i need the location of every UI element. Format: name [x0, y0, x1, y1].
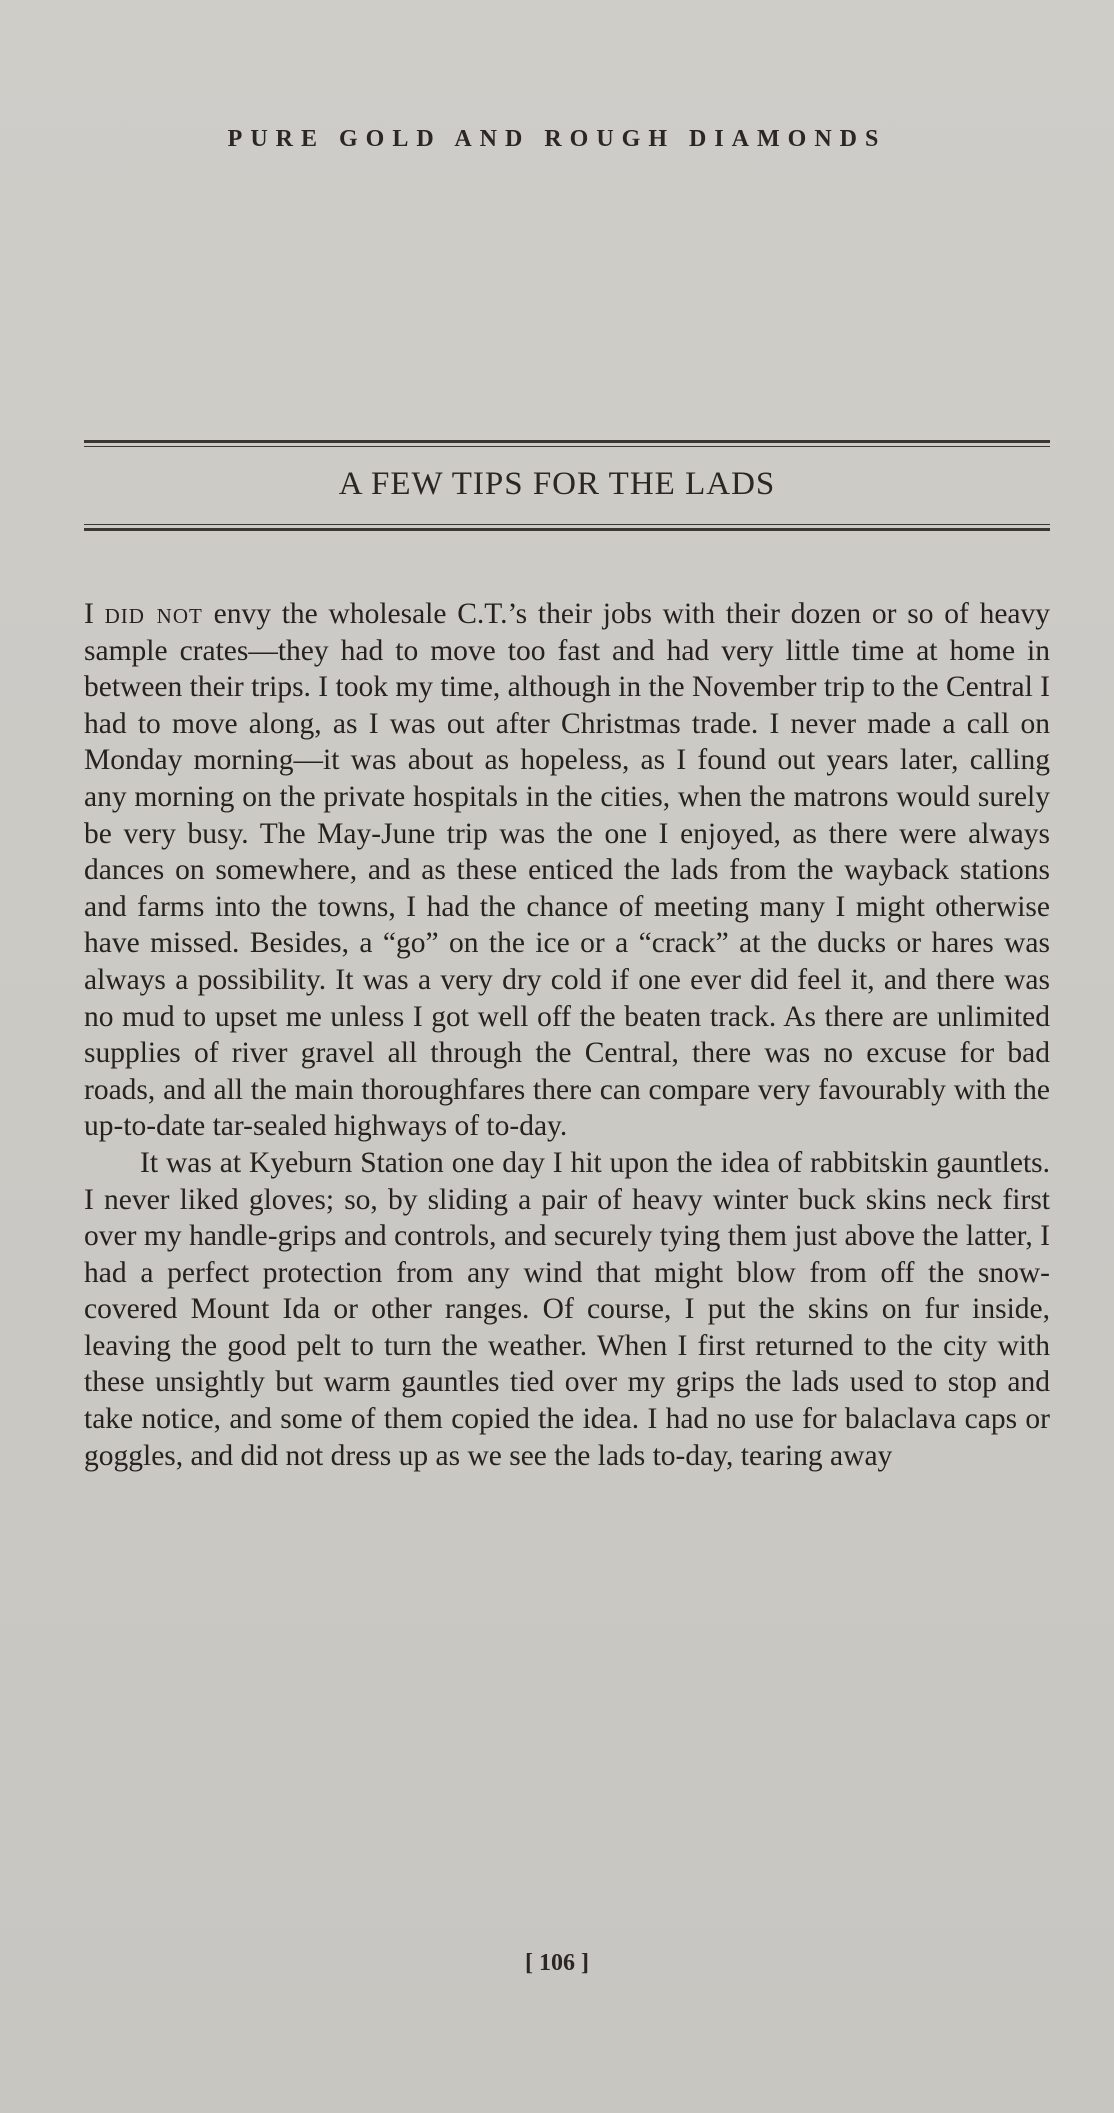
paragraph-1	[84, 596, 1050, 1145]
chapter-title: A FEW TIPS FOR THE LADS	[338, 466, 776, 502]
page-number: [ 106 ]	[525, 1950, 589, 1976]
paragraph-2: It was at Kyeburn Station one day I hit upon the idea of rabbitskin gauntlets. I never liked gloves; so, by sliding a pair of heavy winter buck skins neck first over my handle-grips and controls, and securely tying them just above the latter, I had a perfect protection from any wind that might blow from off the snow-covered Mount Ida or other ranges. Of course, I put the skins on fur inside, leaving the good pelt to turn the weather. When I first returned to the city with these unsightly but warm gauntles tied over my grips the lads used to stop and take notice, and some of them copied the idea. I had no use for balaclava caps or goggles, and did not dress up as we see the lads to-day, tearing away	[84, 1146, 1050, 1472]
paragraph-1-text: envy the wholesale C.T.’s their jobs with their dozen or so of heavy sample crates—they had to move too fast and had very little time at home in between their trips. I took my time, although in the November trip to the Central I had to move along, as I was out after Christmas trade. I never made a call on Monday morning—it was about as hopeless, as I found out years later, calling any morning on the private hospitals in the cities, when the matrons would surely be very busy. The May-June trip was the one I enjoyed, as there were always dances on somewhere, and as these enticed the lads from the wayback stations and farms into the towns, I had the chance of meeting many I might otherwise have missed. Besides, a “go” on the ice or a “crack” at the ducks or hares was always a possibility. It was a very dry cold if one ever did feel it, and there was no mud to upset me unless I got well off the beaten track. As there are unlimited supplies of river gravel all through the Central, there was no excuse for bad roads, and all the main thoroughfares there can compare very favourably with the up-to-date tar-sealed highways of to-day.	[84, 598, 1051, 1143]
body-text	[84, 596, 1050, 1474]
rule-thin-line	[84, 446, 1050, 447]
double-rule-top	[84, 440, 1050, 447]
running-head: PURE GOLD AND ROUGH DIAMONDS	[227, 126, 887, 152]
double-rule-bottom	[84, 524, 1050, 531]
rule-thick-line	[84, 440, 1050, 443]
rule-thick-line	[84, 528, 1050, 531]
small-caps-opening: did not	[104, 598, 203, 630]
lead-word: I	[84, 598, 94, 630]
rule-thin-line	[84, 524, 1050, 525]
